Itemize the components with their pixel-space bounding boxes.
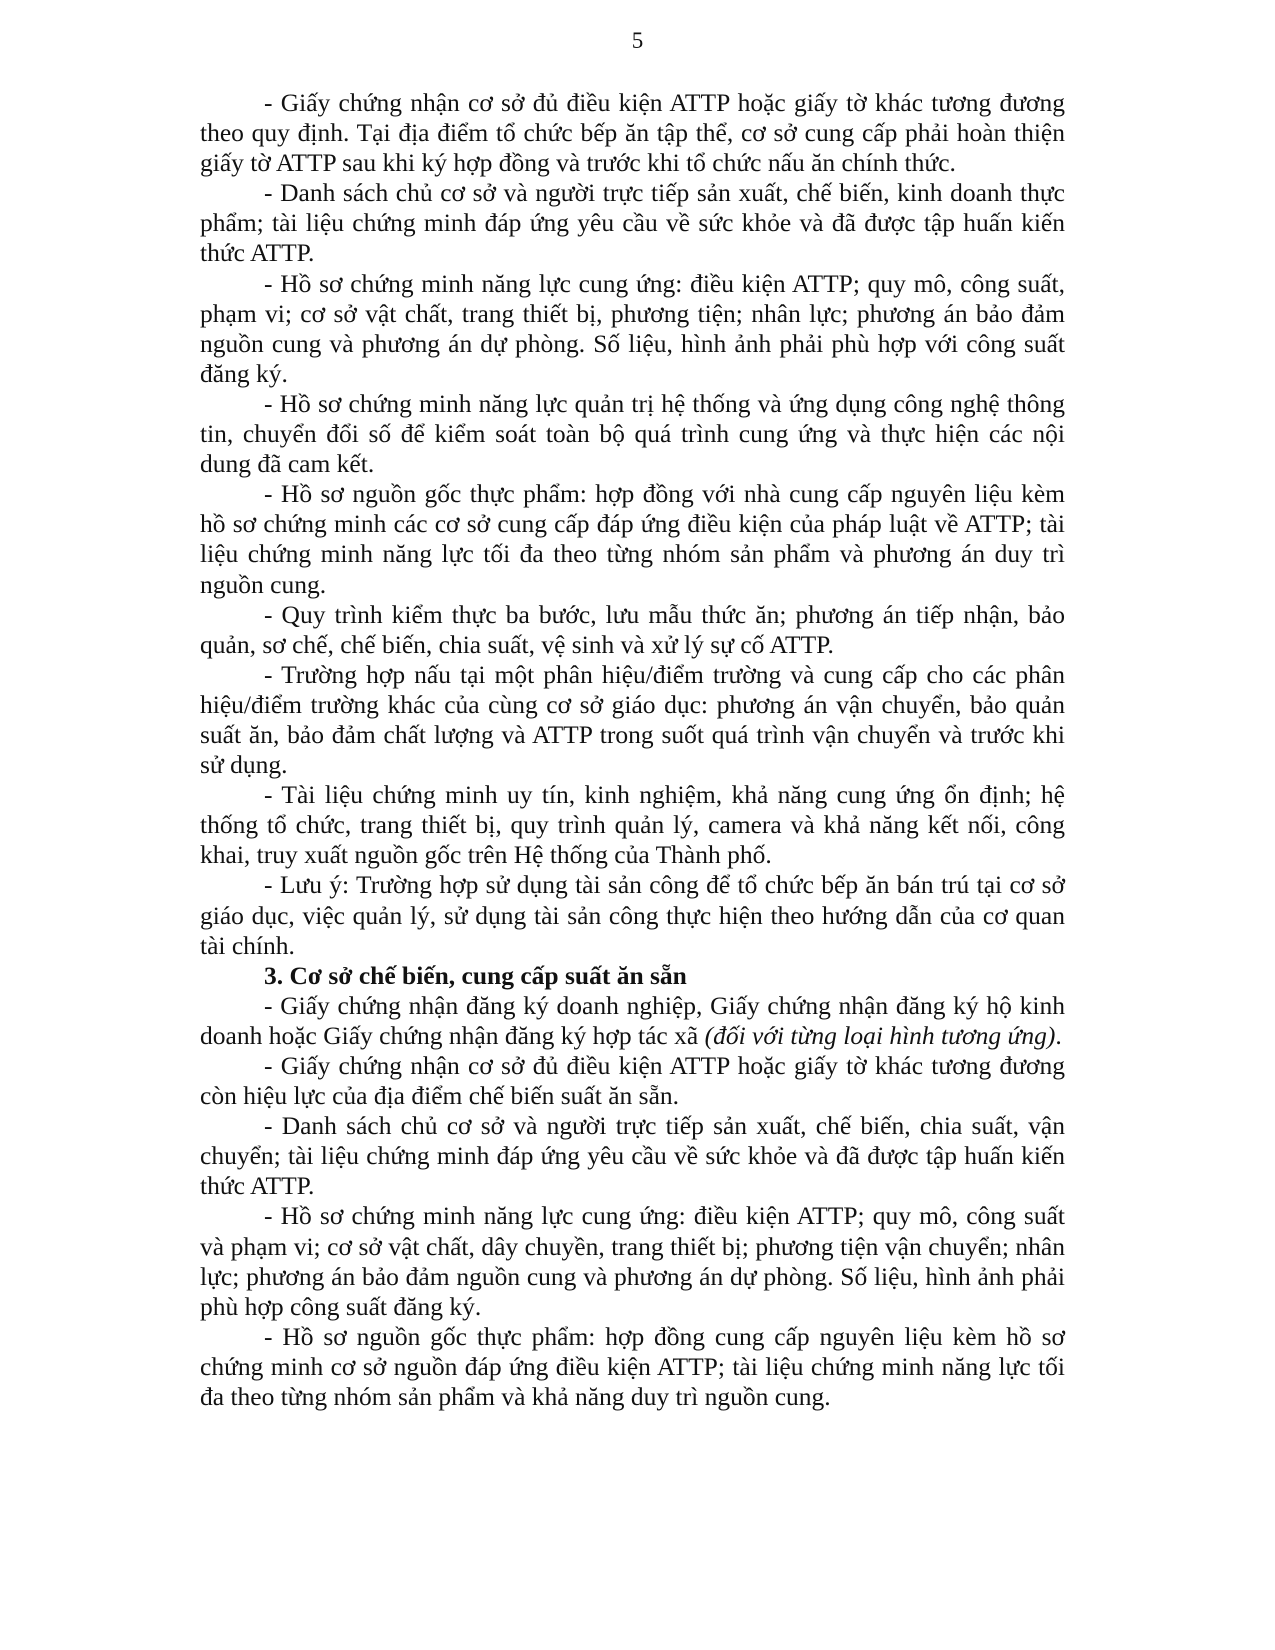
paragraph: - Hồ sơ chứng minh năng lực cung ứng: điều kiện ATTP; quy mô, công suất, phạm vi; cơ sở vật chất, trang thiết bị, phương tiện; nhân lực; phương án bảo đảm nguồn cung và phương án dự phòng. Số liệu, hình ảnh phải phù hợp với công suất đăng ký.	[200, 268, 1065, 388]
paragraph: - Lưu ý: Trường hợp sử dụng tài sản công để tổ chức bếp ăn bán trú tại cơ sở giáo dục, việc quản lý, sử dụng tài sản công thực hiện theo hướng dẫn của cơ quan tài chính.	[200, 870, 1065, 960]
paragraph	[200, 991, 1065, 1051]
paragraph-text: - Giấy chứng nhận đăng ký doanh nghiệp, Giấy chứng nhận đăng ký hộ kinh doanh hoặc Giấy chứng nhận đăng ký hợp tác xã	[200, 990, 1065, 1050]
paragraph: - Giấy chứng nhận cơ sở đủ điều kiện ATTP hoặc giấy tờ khác tương đương còn hiệu lực của địa điểm chế biến suất ăn sẵn.	[200, 1051, 1065, 1111]
paragraph: - Giấy chứng nhận cơ sở đủ điều kiện ATTP hoặc giấy tờ khác tương đương theo quy định. Tại địa điểm tổ chức bếp ăn tập thể, cơ sở cung cấp phải hoàn thiện giấy tờ ATTP sau khi ký hợp đồng và trước khi tổ chức nấu ăn chính thức.	[200, 88, 1065, 178]
paragraph: - Tài liệu chứng minh uy tín, kinh nghiệm, khả năng cung ứng ổn định; hệ thống tổ chức, trang thiết bị, quy trình quản lý, camera và khả năng kết nối, công khai, truy xuất nguồn gốc trên Hệ thống của Thành phố.	[200, 780, 1065, 870]
paragraph-end: .	[1055, 1020, 1062, 1050]
paragraph: - Hồ sơ chứng minh năng lực quản trị hệ thống và ứng dụng công nghệ thông tin, chuyển đổi số để kiểm soát toàn bộ quá trình cung ứng và thực hiện các nội dung đã cam kết.	[200, 388, 1065, 479]
paragraph: - Trường hợp nấu tại một phân hiệu/điểm trường và cung cấp cho các phân hiệu/điểm trường khác của cùng cơ sở giáo dục: phương án vận chuyển, bảo quản suất ăn, bảo đảm chất lượng và ATTP trong suốt quá trình vận chuyển và trước khi sử dụng.	[200, 659, 1065, 780]
document-body	[200, 88, 1065, 1412]
paragraph: - Hồ sơ chứng minh năng lực cung ứng: điều kiện ATTP; quy mô, công suất và phạm vi; cơ sở vật chất, dây chuyền, trang thiết bị; phương tiện vận chuyển; nhân lực; phương án bảo đảm nguồn cung và phương án dự phòng. Số liệu, hình ảnh phải phù hợp công suất đăng ký.	[200, 1201, 1065, 1321]
page-number: 5	[631, 28, 644, 53]
italic-note: (đối với từng loại hình tương ứng)	[704, 1020, 1056, 1050]
paragraph: - Quy trình kiểm thực ba bước, lưu mẫu thức ăn; phương án tiếp nhận, bảo quản, sơ chế, chế biến, chia suất, vệ sinh và xử lý sự cố ATTP.	[200, 599, 1065, 659]
paragraph: - Hồ sơ nguồn gốc thực phẩm: hợp đồng với nhà cung cấp nguyên liệu kèm hồ sơ chứng minh các cơ sở cung cấp đáp ứng điều kiện của pháp luật về ATTP; tài liệu chứng minh năng lực tối đa theo từng nhóm sản phẩm và phương án duy trì nguồn cung.	[200, 479, 1065, 599]
section-heading: 3. Cơ sở chế biến, cung cấp suất ăn sẵn	[264, 960, 687, 990]
paragraph: - Danh sách chủ cơ sở và người trực tiếp sản xuất, chế biến, kinh doanh thực phẩm; tài liệu chứng minh đáp ứng yêu cầu về sức khỏe và đã được tập huấn kiến thức ATTP.	[200, 178, 1065, 268]
paragraph: - Danh sách chủ cơ sở và người trực tiếp sản xuất, chế biến, chia suất, vận chuyển; tài liệu chứng minh đáp ứng yêu cầu về sức khỏe và đã được tập huấn kiến thức ATTP.	[200, 1111, 1065, 1201]
paragraph: - Hồ sơ nguồn gốc thực phẩm: hợp đồng cung cấp nguyên liệu kèm hồ sơ chứng minh cơ sở nguồn đáp ứng điều kiện ATTP; tài liệu chứng minh năng lực tối đa theo từng nhóm sản phẩm và khả năng duy trì nguồn cung.	[200, 1321, 1065, 1412]
